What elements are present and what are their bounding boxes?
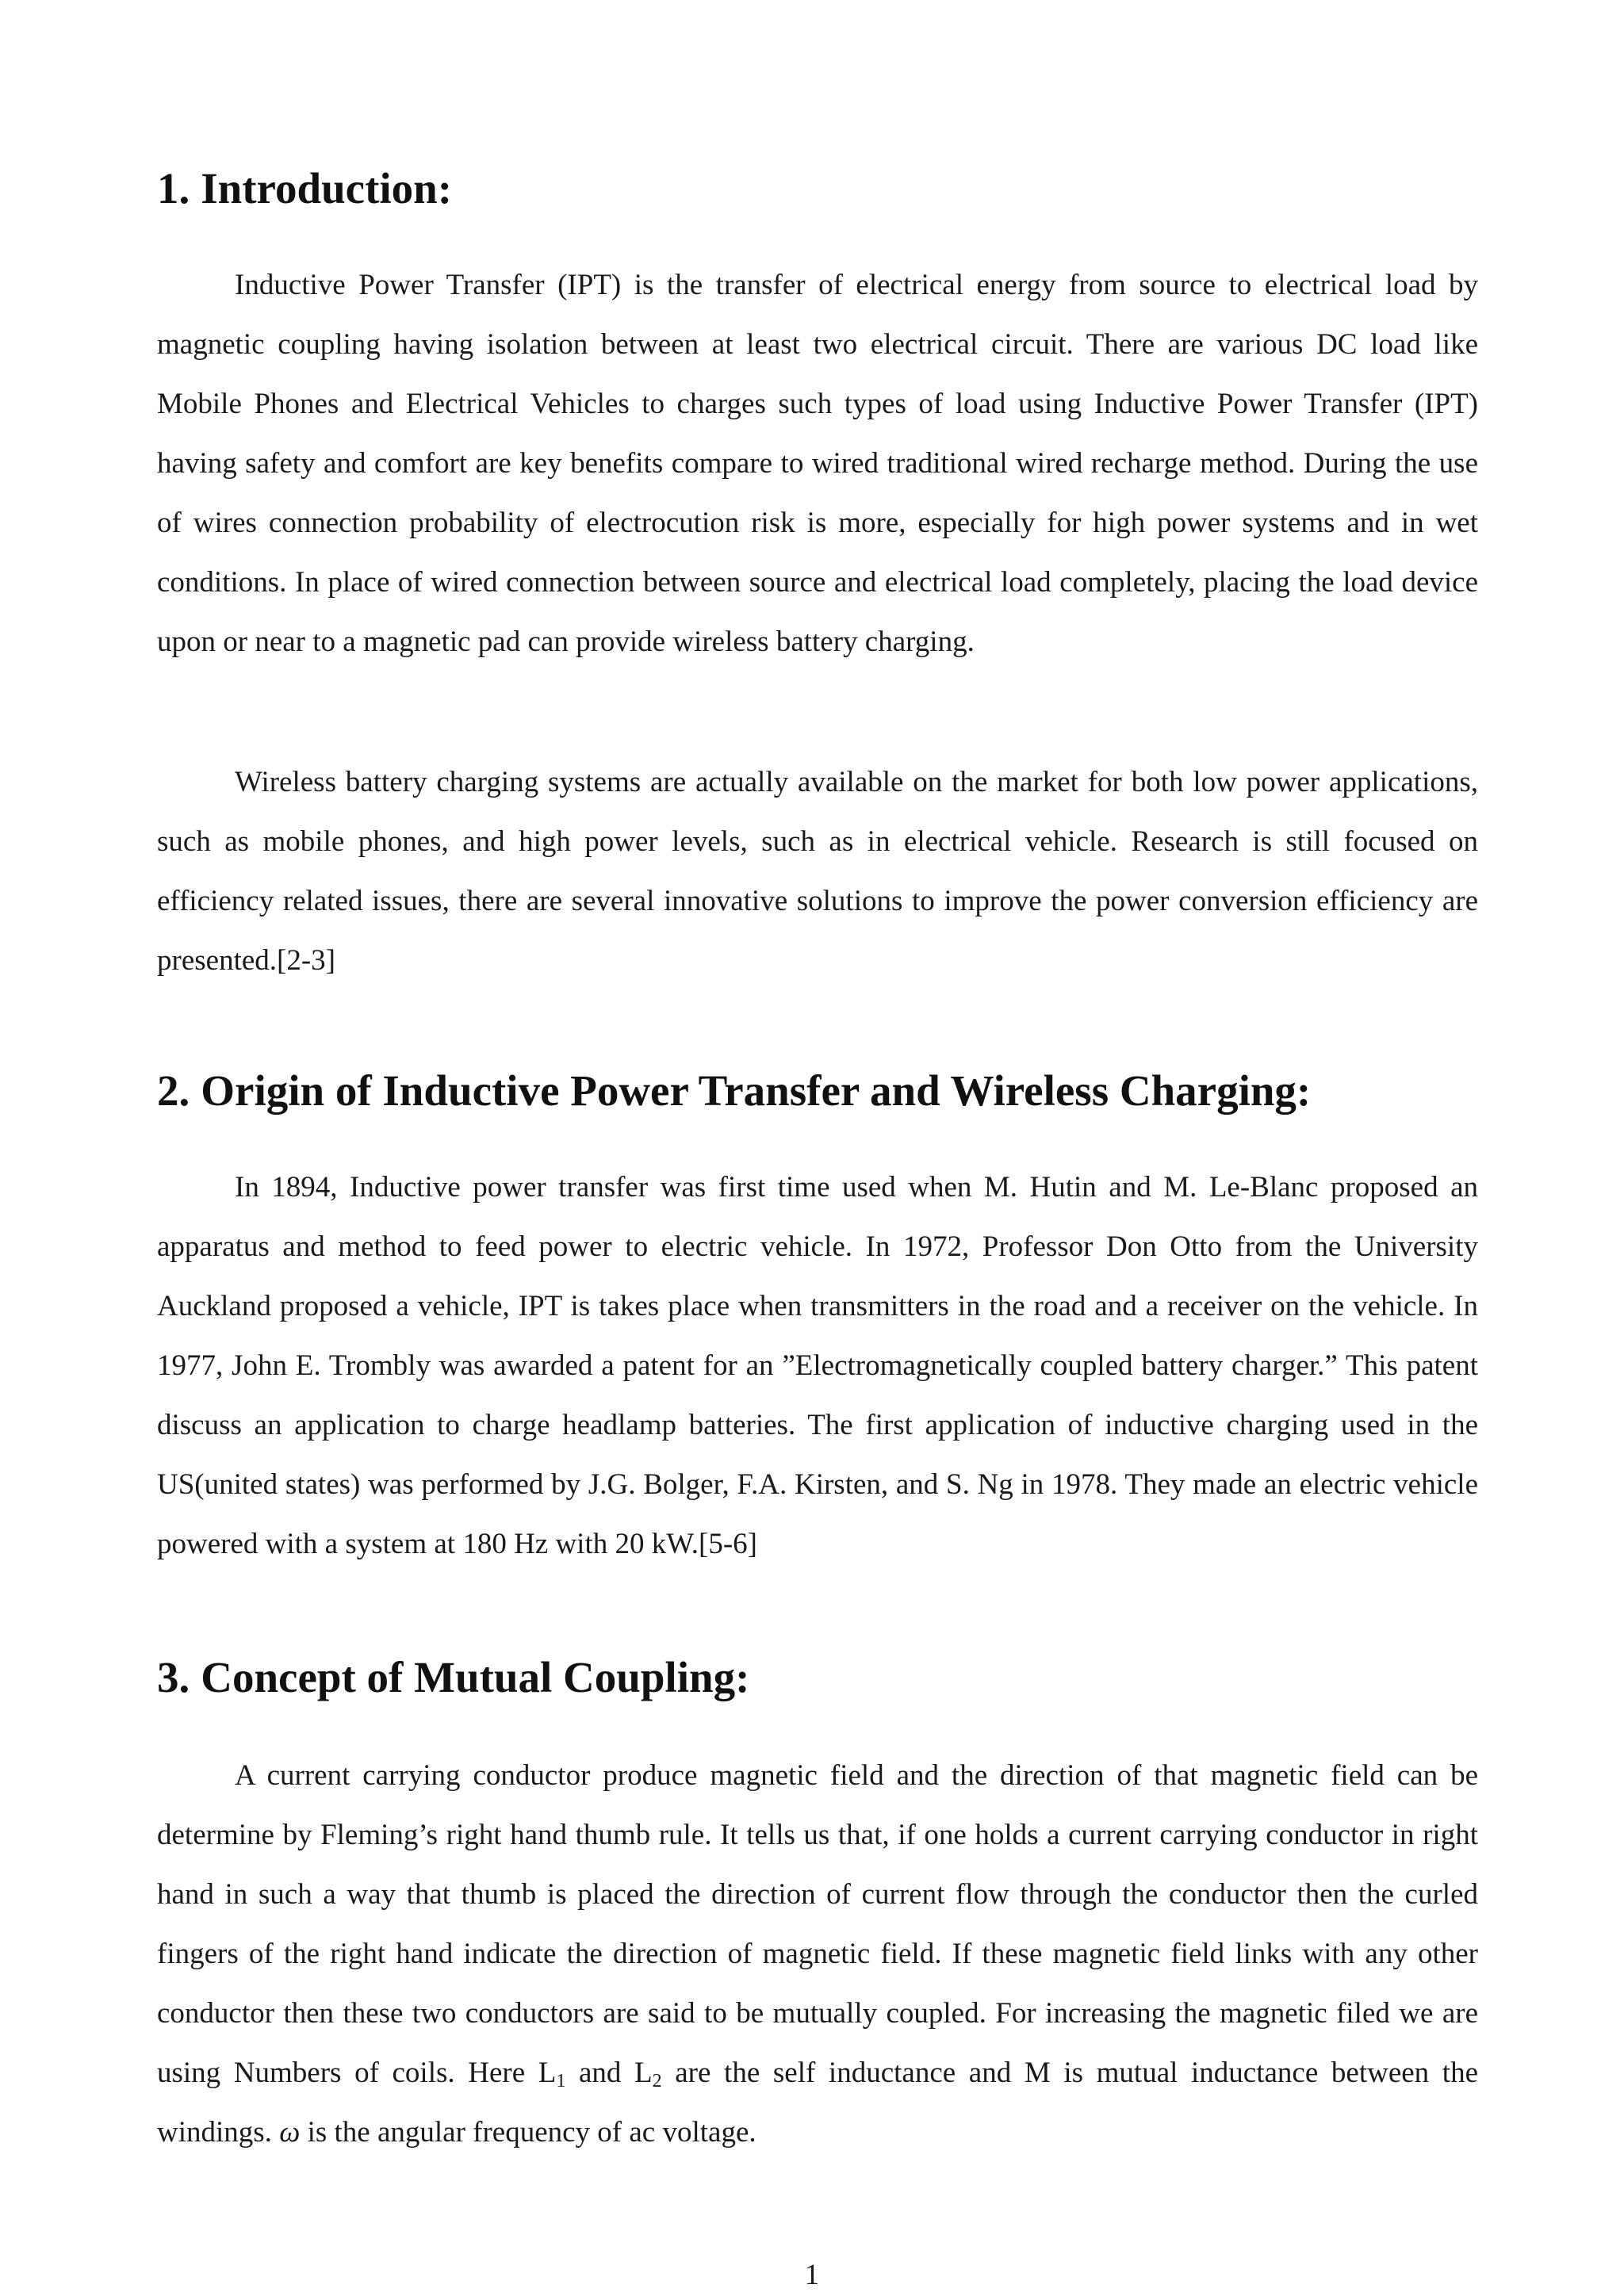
section-number: 3.	[157, 1653, 190, 1701]
section-origin-body	[157, 1158, 1478, 1574]
section-title: Origin of Inductive Power Transfer and Wireless Charging:	[201, 1066, 1312, 1115]
section-introduction-body-2	[157, 752, 1478, 990]
page-number: 1	[804, 2259, 820, 2291]
subscript-2: 2	[652, 2071, 662, 2091]
paragraph-text: is the angular frequency of ac voltage.	[300, 2116, 756, 2149]
section-origin	[157, 1062, 1478, 1119]
section-introduction-body	[157, 255, 1478, 672]
section-title: Concept of Mutual Coupling:	[201, 1653, 750, 1701]
omega-symbol: ω	[279, 2116, 301, 2149]
section-title: Introduction:	[201, 164, 453, 212]
paragraph	[157, 1746, 1478, 2162]
section-heading	[157, 160, 1478, 217]
section-heading	[157, 1649, 1478, 1706]
section-heading	[157, 1062, 1478, 1119]
paragraph: Inductive Power Transfer (IPT) is the transfer of electrical energy from source to electrical load by magnetic coupling having isolation between at least two electrical circuit. There are various DC load like Mobile Phones and Electrical Vehicles to charges such types of load using Inductive Power Transfer (IPT) having safety and comfort are key benefits compare to wired traditional wired recharge method. During the use of wires connection probability of electrocution risk is more, especially for high power systems and in wet conditions. In place of wired connection between source and electrical load completely, placing the load device upon or near to a magnetic pad can provide wireless battery charging.	[157, 269, 1478, 658]
section-introduction	[157, 160, 1478, 217]
paragraph: In 1894, Inductive power transfer was first time used when M. Hutin and M. Le-Blanc proposed an apparatus and method to feed power to electric vehicle. In 1972, Professor Don Otto from the University Auckland proposed a vehicle, IPT is takes place when transmitters in the road and a receiver on the vehicle. In 1977, John E. Trombly was awarded a patent for an ”Electromagnetically coupled battery charger.” This patent discuss an application to charge headlamp batteries. The first application of inductive charging used in the US(united states) was performed by J.G. Bolger, F.A. Kirsten, and S. Ng in 1978. They made an electric vehicle powered with a system at 180 Hz with 20 kW.[5-6]	[157, 1171, 1478, 1560]
paragraph: Wireless battery charging systems are actually available on the market for both low power applications, such as mobile phones, and high power levels, such as in electrical vehicle. Research is still focused on efficiency related issues, there are several innovative solutions to improve the power conversion efficiency are presented.[2-3]	[157, 766, 1478, 977]
section-number: 1.	[157, 164, 190, 212]
paragraph-text: and L	[565, 2057, 653, 2089]
subscript-1: 1	[556, 2071, 566, 2091]
section-mutual-coupling	[157, 1649, 1478, 1706]
document-page	[157, 0, 1478, 2296]
section-mutual-coupling-body	[157, 1746, 1478, 2162]
paragraph-text: A current carrying conductor produce magnetic field and the direction of that magnetic field can be determine by Fleming’s right hand thumb rule. It tells us that, if one holds a current carrying conductor in right hand in such a way that thumb is placed the direction of current flow through the conductor then the curled fingers of the right hand indicate the direction of magnetic field. If these magnetic field links with any other conductor then these two conductors are said to be mutually coupled. For increasing the magnetic filed we are using Numbers of coils. Here L	[157, 1759, 1478, 2089]
section-number: 2.	[157, 1066, 190, 1115]
paragraph-text: are the self inductance and M is mutual inductance between the windings.	[157, 2057, 1478, 2149]
